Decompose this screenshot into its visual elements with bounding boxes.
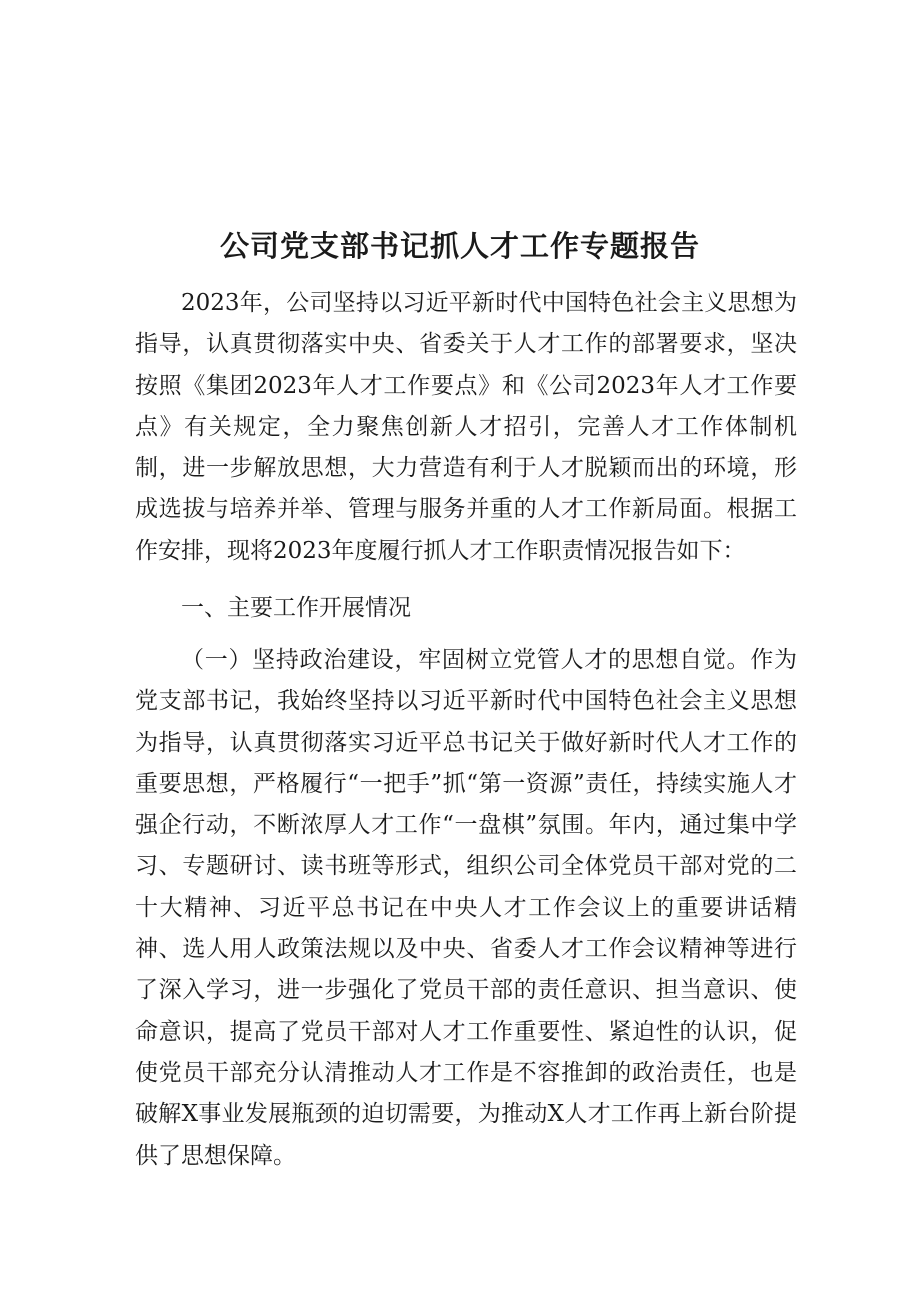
intro-paragraph: 2023年，公司坚持以习近平新时代中国特色社会主义思想为指导，认真贯彻落实中央、省委关于人才工作的部署要求，坚决按照《集团2023年人才工作要点》和《公司2023年人才工作要点》有关规定，全力聚焦创新人才招引，完善人才工作体制机制，进一步解放思想，大力营造有利于人才脱颖而出的环境，形成选拔与培养并举、管理与服务并重的人才工作新局面。根据工作安排，现将2023年度履行抓人才工作职责情况报告如下： — [135, 290, 797, 564]
body-paragraph: （一）坚持政治建设，牢固树立党管人才的思想自觉。作为党支部书记，我始终坚持以习近平新时代中国特色社会主义思想为指导，认真贯彻落实习近平总书记关于做好新时代人才工作的重要思想，严格履行“一把手”抓“第一资源”责任，持续实施人才强企行动，不断浓厚人才工作“一盘棋”氛围。年内，通过集中学习、专题研讨、读书班等形式，组织公司全体党员干部对党的二十大精神、习近平总书记在中央人才工作会议上的重要讲话精神、选人用人政策法规以及中央、省委人才工作会议精神等进行了深入学习，进一步强化了党员干部的责任意识、担当意识、使命意识，提高了党员干部对人才工作重要性、紧迫性的认识，促使党员干部充分认清推动人才工作是不容推卸的政治责任，也是破解X事业发展瓶颈的迫切需要，为推动X人才工作再上新台阶提供了思想保障。 — [135, 647, 797, 1169]
section-heading: 一、主要工作开展情况 — [181, 595, 411, 621]
document-title: 公司党支部书记抓人才工作专题报告 — [219, 229, 700, 263]
